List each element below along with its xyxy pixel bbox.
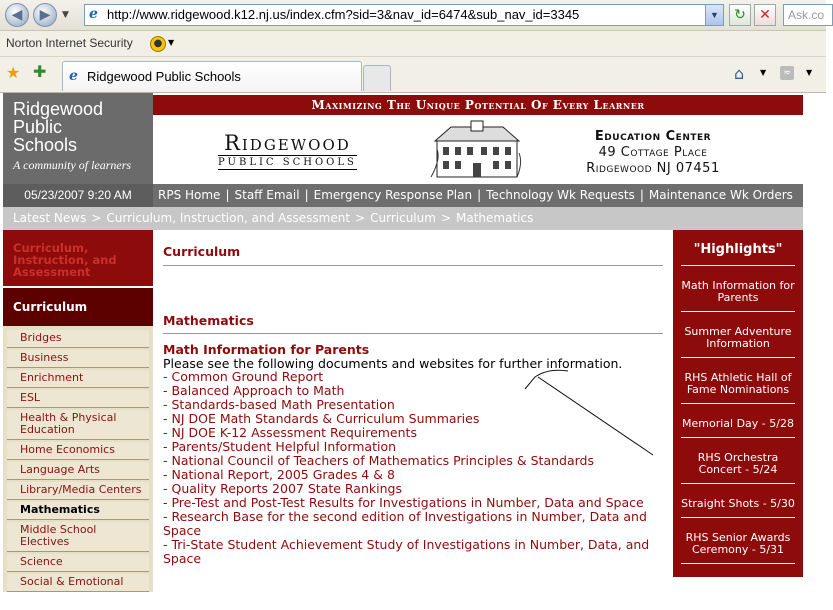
norton-dropdown-icon[interactable]: ▼ <box>168 38 175 47</box>
logo-tagline: A community of learners <box>13 158 132 172</box>
rps-logo-name: Ridgewood <box>224 131 351 155</box>
link-national-report[interactable]: - National Report, 2005 Grades 4 & 8 <box>163 467 395 482</box>
favorites-star-icon[interactable]: ★ <box>6 63 21 82</box>
highlights-title: "Highlights" <box>681 230 795 266</box>
address-bar <box>0 0 826 31</box>
link-common-ground[interactable]: - Common Ground Report <box>163 369 324 384</box>
sidebar-item-esl[interactable]: ESL <box>7 390 149 408</box>
norton-toolbar <box>0 31 826 57</box>
rss-dropdown-icon[interactable]: ▼ <box>806 68 813 77</box>
nav-tech-requests[interactable]: Technology Wk Requests <box>486 188 635 202</box>
highlight-wiffle[interactable]: Wiffle for Cancer - 6/10 <box>681 570 795 610</box>
sidebar-item-social-emotional[interactable]: Social & Emotional <box>7 574 149 592</box>
top-nav: RPS Home | Staff Email | Emergency Response Plan | Technology Wk Requests | Maintenance Wk Orders <box>153 184 803 207</box>
add-favorite-icon[interactable]: ✚ <box>33 62 47 81</box>
header <box>153 115 803 184</box>
hand-drawn-arrow-icon <box>518 365 658 457</box>
stop-button[interactable]: ✕ <box>754 4 776 26</box>
district-logo[interactable] <box>3 93 153 184</box>
sidebar-section-cia[interactable]: Curriculum, Instruction, and Assessment <box>3 230 153 286</box>
nav-maintenance-orders[interactable]: Maintenance Wk Orders <box>648 188 793 202</box>
highlight-math-info[interactable]: Math Information for Parents <box>681 272 795 312</box>
sidebar-item-business[interactable]: Business <box>7 350 149 368</box>
norton-icon[interactable]: ● <box>150 36 166 52</box>
url-dropdown-icon[interactable]: ▼ <box>705 5 723 25</box>
highlight-senior-awards[interactable]: RHS Senior Awards Ceremony - 5/31 <box>681 524 795 564</box>
norton-label: Norton Internet Security <box>6 36 133 50</box>
sidebar-item-ms-electives[interactable]: Middle School Electives <box>7 522 149 552</box>
heading-mathematics: Mathematics <box>163 313 254 328</box>
search-input[interactable]: Ask.co <box>783 4 833 26</box>
crumb-cia[interactable]: Curriculum, Instruction, and Assessment <box>106 211 351 225</box>
ie-page-icon: e <box>89 6 98 22</box>
nav-staff-email[interactable]: Staff Email <box>234 188 300 202</box>
rps-logo <box>218 131 357 170</box>
back-button[interactable]: ◀ <box>5 3 29 27</box>
ed-center-title: Education Center <box>594 129 712 144</box>
link-quality-reports[interactable]: - Quality Reports 2007 State Rankings <box>163 481 402 496</box>
intro-text: Please see the following documents and websites for further information. <box>163 356 623 371</box>
ed-center-street: 49 Cottage Place <box>598 145 708 160</box>
link-nctm[interactable]: - National Council of Teachers of Mathematics Principles & Standards <box>163 453 594 468</box>
sidebar-item-enrichment[interactable]: Enrichment <box>7 370 149 388</box>
sidebar-item-health-pe[interactable]: Health & Physical Education <box>7 410 149 440</box>
history-dropdown-icon[interactable]: ▼ <box>62 10 69 20</box>
home-dropdown-icon[interactable]: ▼ <box>760 68 767 77</box>
link-njdoe-assessment[interactable]: - NJ DOE K-12 Assessment Requirements <box>163 425 417 440</box>
highlight-orchestra[interactable]: RHS Orchestra Concert - 5/24 <box>681 444 795 484</box>
web-page <box>0 93 826 602</box>
rps-logo-sub: PUBLIC SCHOOLS <box>218 157 357 168</box>
tab-title: Ridgewood Public Schools <box>87 69 241 84</box>
divider <box>163 265 663 266</box>
ed-center-city: Ridgewood NJ 07451 <box>586 161 720 176</box>
crumb-mathematics[interactable]: Mathematics <box>456 211 534 225</box>
rss-feed-icon[interactable]: ≈ <box>780 66 794 80</box>
heading-curriculum: Curriculum <box>163 244 241 259</box>
forward-button[interactable]: ▶ <box>33 3 57 27</box>
sidebar-item-language-arts[interactable]: Language Arts <box>7 462 149 480</box>
education-center-address <box>573 129 733 177</box>
tab-ridgewood[interactable] <box>62 61 362 91</box>
sidebar-item-home-economics[interactable]: Home Economics <box>7 442 149 460</box>
building-illustration-icon <box>431 119 523 181</box>
mission-banner: Maximizing The Unique Potential Of Every Learner <box>153 95 803 115</box>
date-time: 05/23/2007 9:20 AM <box>3 184 153 207</box>
sidebar-item-science[interactable]: Science <box>7 554 149 572</box>
sidebar-item-mathematics[interactable]: Mathematics <box>7 502 149 520</box>
ie-tab-icon: e <box>69 68 78 84</box>
crumb-curriculum[interactable]: Curriculum <box>370 211 436 225</box>
highlight-straight-shots[interactable]: Straight Shots - 5/30 <box>681 490 795 518</box>
left-sidebar <box>3 230 153 588</box>
link-balanced-approach[interactable]: - Balanced Approach to Math <box>163 383 345 398</box>
sidebar-items <box>3 326 153 592</box>
logo-line1: Ridgewood <box>13 99 104 119</box>
main-content <box>163 230 663 577</box>
highlight-hall-of-fame[interactable]: RHS Athletic Hall of Fame Nominations <box>681 364 795 404</box>
logo-line2: Public <box>13 117 63 137</box>
highlight-memorial-day[interactable]: Memorial Day - 5/28 <box>681 410 795 438</box>
refresh-button[interactable]: ↻ <box>729 4 751 26</box>
sidebar-item-bridges[interactable]: Bridges <box>7 330 149 348</box>
url-text: http://www.ridgewood.k12.nj.us/index.cfm?sid=3&nav_id=6474&sub_nav_id=3345 <box>107 7 580 22</box>
highlights-sidebar <box>673 230 803 602</box>
link-parents-student-info[interactable]: - Parents/Student Helpful Information <box>163 439 397 454</box>
sidebar-current-curriculum[interactable]: Curriculum <box>3 288 153 326</box>
heading-math-info-parents: Math Information for Parents <box>163 342 370 357</box>
link-njdoe-standards[interactable]: - NJ DOE Math Standards & Curriculum Summaries <box>163 411 480 426</box>
nav-rps-home[interactable]: RPS Home <box>158 188 221 202</box>
link-tri-state-study[interactable]: - Tri-State Student Achievement Study of Investigations in Number, Data, and Space <box>163 537 650 566</box>
link-standards-presentation[interactable]: - Standards-based Math Presentation <box>163 397 395 412</box>
highlight-summer-adventure[interactable]: Summer Adventure Information <box>681 318 795 358</box>
divider <box>163 333 663 334</box>
url-field[interactable] <box>84 4 724 26</box>
tab-bar <box>0 57 826 93</box>
sidebar-item-library-media[interactable]: Library/Media Centers <box>7 482 149 500</box>
breadcrumb: Latest News > Curriculum, Instruction, and Assessment > Curriculum > Mathematics <box>3 207 803 230</box>
crumb-latest-news[interactable]: Latest News <box>13 211 87 225</box>
new-tab-button[interactable] <box>363 65 391 91</box>
link-pre-post-test[interactable]: - Pre-Test and Post-Test Results for Investigations in Number, Data and Space <box>163 495 644 510</box>
link-research-base[interactable]: - Research Base for the second edition of Investigations in Number, Data and Space <box>163 509 647 538</box>
home-icon[interactable]: ⌂ <box>734 64 745 83</box>
logo-line3: Schools <box>13 135 78 155</box>
nav-emergency-plan[interactable]: Emergency Response Plan <box>313 188 473 202</box>
